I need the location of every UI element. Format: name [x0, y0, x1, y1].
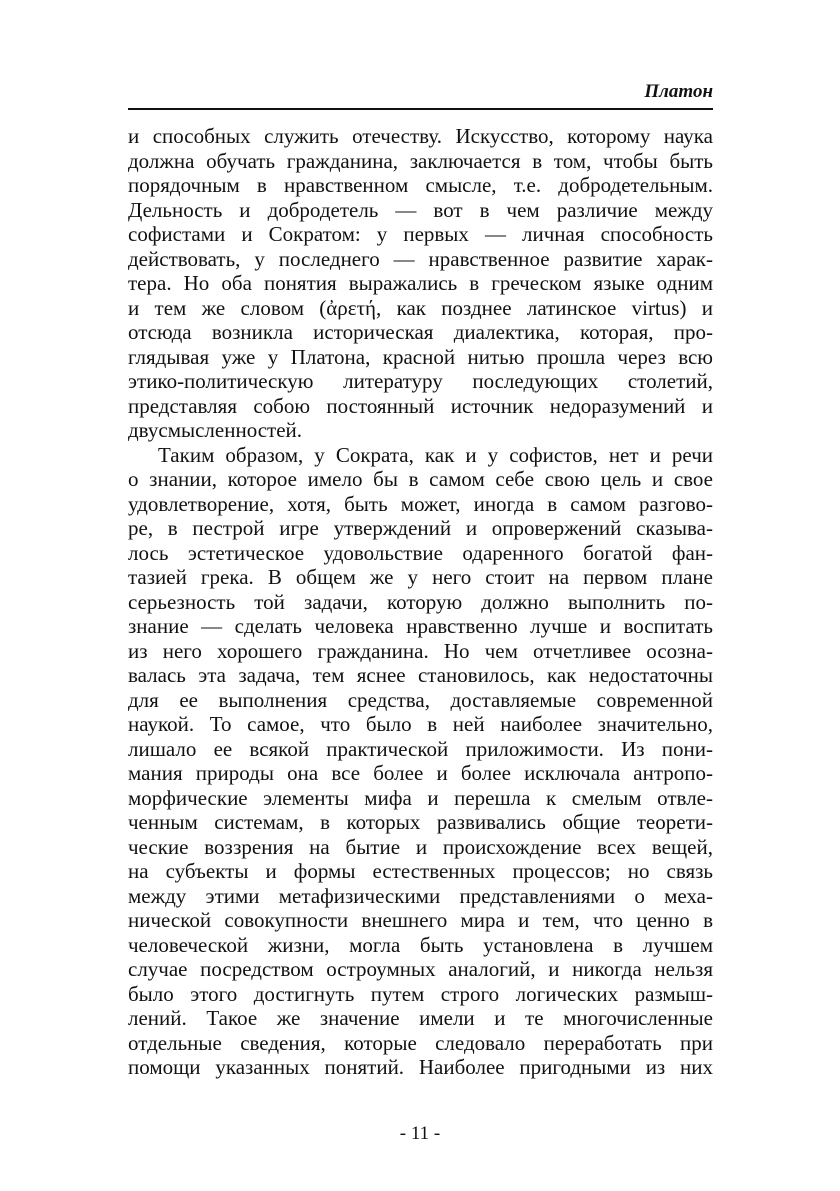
text-line: мания природы она все более и более исключала антропо- — [128, 761, 713, 785]
paragraph-1 — [128, 124, 713, 443]
text-line: отдельные сведения, которые следовало переработать при — [128, 1030, 713, 1055]
text-line: Таким образом, у Сократа, как и у софистов, нет и речи — [158, 442, 713, 467]
page-number: - 11 - — [399, 1123, 441, 1144]
text-line: порядочным в нравственном смысле, т.е. добродетельным. — [128, 173, 713, 197]
text-line: морфические элементы мифа и перешла к смелым отвле- — [128, 785, 713, 810]
text-line: из него хорошего гражданина. Но чем отчетливее осозна- — [128, 638, 713, 663]
text-line: знание — сделать человека нравственно лучше и воспитать — [128, 614, 713, 638]
text-line: на субъекты и формы естественных процессов; но связь — [128, 859, 713, 883]
text-line: наукой. То самое, что было в ней наиболее значительно, — [128, 712, 713, 736]
text-line: было этого достигнуть путем строго логических размыш- — [128, 981, 713, 1006]
text-line: представляя собою постоянный источник недоразумений и — [128, 393, 713, 418]
text-line: двусмысленностей. — [128, 418, 303, 442]
text-line: о знании, которое имело бы в самом себе свою цель и свое — [128, 467, 713, 491]
running-header — [128, 80, 713, 104]
text-line: действовать, у последнего — нравственное развитие харак- — [128, 246, 713, 271]
paragraph-2 — [128, 443, 713, 1080]
text-line: валась эта задача, тем яснее становилось, как недостаточны — [128, 663, 713, 687]
text-line: этико-политическую литературу последующих столетий, — [128, 369, 713, 393]
text-line: между этими метафизическими представлениями о меха- — [128, 883, 713, 908]
text-line: лишало ее всякой практической приложимости. Из пони- — [128, 736, 713, 761]
text-line: серьезность той задачи, которую должно выполнить по- — [128, 589, 713, 614]
text-line: ческие воззрения на бытие и происхождение всех вещей, — [128, 834, 713, 859]
text-line: и способных служить отечеству. Искусство, которому наука — [128, 124, 713, 148]
text-line: должна обучать гражданина, заключается в том, чтобы быть — [128, 148, 713, 173]
text-line: лений. Такое же значение имели и те многочисленные — [128, 1006, 713, 1030]
text-line: помощи указанных понятий. Наиболее пригодными из них — [128, 1055, 713, 1079]
text-line: софистами и Сократом: у первых — личная способность — [128, 222, 713, 246]
text-line: тазией грека. В общем же у него стоит на первом плане — [128, 565, 713, 589]
text-line: отсюда возникла историческая диалектика, которая, про- — [128, 320, 713, 344]
text-line: Дельность и добродетель — вот в чем различие между — [128, 197, 713, 222]
text-line: случае посредством остроумных аналогий, и никогда нельзя — [128, 957, 713, 981]
text-line: человеческой жизни, могла быть установлена в лучшем — [128, 932, 713, 957]
text-line: нической совокупности внешнего мира и тем, что ценно в — [128, 908, 713, 932]
body-text — [128, 124, 713, 1080]
text-line: для ее выполнения средства, доставляемые современной — [128, 687, 713, 712]
text-line: ре, в пестрой игре утверждений и опровержений сказыва- — [128, 516, 713, 540]
text-line: тера. Но оба понятия выражались в греческом языке одним — [128, 271, 713, 295]
text-line: ченным системам, в которых развивались общие теорети- — [128, 810, 713, 834]
header-rule — [128, 108, 713, 110]
text-line: лось эстетическое удовольствие одаренного богатой фан- — [128, 540, 713, 565]
text-line: глядывая уже у Платона, красной нитью прошла через всю — [128, 344, 713, 369]
running-header-title: Платон — [644, 81, 713, 102]
text-line: удовлетворение, хотя, быть может, иногда в самом разгово- — [128, 491, 713, 516]
text-line: и тем же словом (ἀρετή, как позднее латинское virtus) и — [128, 295, 713, 320]
